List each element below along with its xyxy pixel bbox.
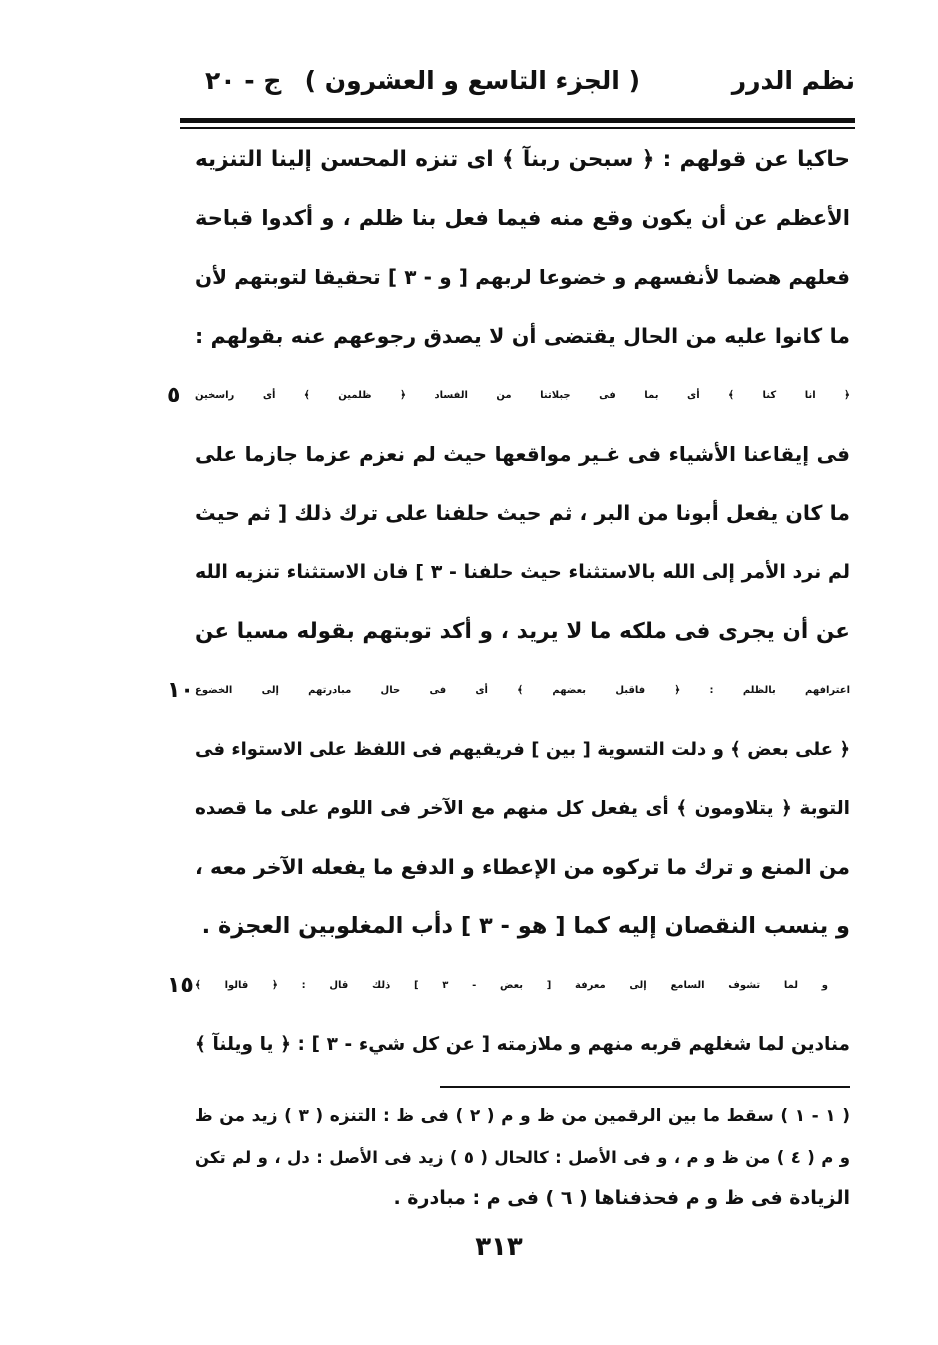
text-line: ما كانوا عليه من الحال يقتضى أن لا يصدق رجوعهم عنه بقولهم : [195,324,850,348]
text-line: الأعظم عن أن يكون وقع منه فيما فعل بنا ظلم ، و أكدوا قباحة [195,206,850,230]
part-title: ( الجزء التاسع و العشرون ) [304,66,640,95]
text-line: فعلهم هضما لأنفسهم و خضوعا لربهم [ و - ٣ ] تحقيقا لتوبتهم لأن [195,265,850,289]
line-number: ١٥ [167,973,194,998]
text-line: لم نرد الأمر إلى الله بالاستثناء حيث حلفنا - ٣ ] فان الاستثناء تنزيه الله [195,561,850,583]
text-line: منادين لما شغلهم قربه منهم و ملازمته [ عن كل شيء - ٣ ] : ﴿ يا ويلنآ ﴾ [195,1034,850,1055]
volume-number: ج - ٢٠ [205,66,282,95]
text-line: ﴿ على بعض ﴾ و دلت التسوية [ بين ] فريقيهم فى اللفظ على الاستواء فى [195,739,850,760]
footnote-line: ( ١ - ١ ) سقط ما بين الرقمين من ظ و م ( ٢ ) فى ظ : التنزه ( ٣ ) زيد من ظ [195,1106,850,1126]
text-line: و لما تشوف السامع إلى معرفة [ بعض - ٣ ] ذلك قال : ﴿ قالوا ﴾ ١٥ [195,956,850,1015]
text-line: ما كان يفعل أبونا من البر ، ثم حيث حلفنا على ترك ذلك [ ثم حيث [195,501,850,525]
body-text [167,130,850,1074]
text-line: عن أن يجرى فى ملكه ما لا يريد ، و أكد توبتهم بقوله مسيا عن [195,619,850,644]
header-rule-thick [180,118,855,123]
text-line: التوبة ﴿ يتلاومون ﴾ أى يفعل كل منهم مع الآخر فى اللوم على ما قصده [195,798,850,819]
line-number: ١٠ [167,678,194,703]
text-line: حاكيا عن قولهم : ﴿ سبحن ربنآ ﴾ اى تنزه المحسن إلينا التنزيه [195,147,850,172]
footnote-line: و م ( ٤ ) من ظ و م ، و فى الأصل : كالحال ( ٥ ) زيد فى الأصل : دل ، و لم تكن [195,1148,851,1167]
text-line: ﴿ انا كنا ﴾ أى بما فى جبلاتنا من الفساد ﴿ ظلمين ﴾ أى راسخين ٥ [195,366,850,425]
line-number: ٥ [167,383,181,408]
footnote-rule [440,1086,850,1088]
page-number: ٣١٣ [475,1232,523,1262]
book-title: نظم الدرر [731,66,855,95]
text-line: و ينسب النقصان إليه كما [ هو - ٣ ] دأب المغلوبين العجزة . [201,913,850,939]
text-line: فى إيقاعنا الأشياء فى غـير مواقعها حيث لم نعزم عزما جازما على [195,442,850,466]
text-line: اعترافهم بالظلم : ﴿ فاقبل بعضهم ﴾ أى فى حال مبادرتهم إلى الخضوع ١٠ [195,661,850,720]
text-line: من المنع و ترك ما تركوه من الإعطاء و الدفع ما يفعله الآخر معه ، [195,855,850,879]
header-rule-thin [180,127,855,129]
running-header [195,66,855,114]
footnotes [195,1096,850,1219]
footnote-line: الزيادة فى ظ و م فحذفناها ( ٦ ) فى م : مبادرة . [393,1187,850,1209]
